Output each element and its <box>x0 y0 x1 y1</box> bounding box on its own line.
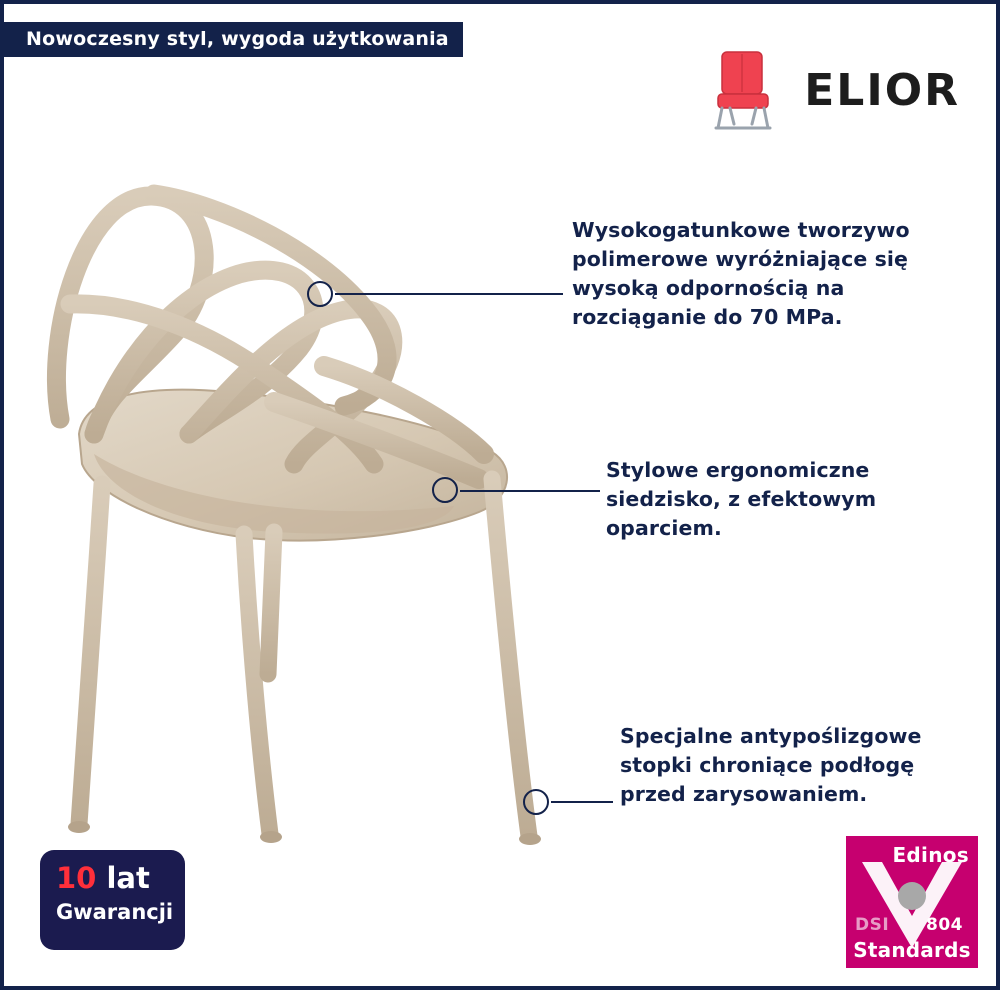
standards-brand: Edinos <box>892 843 969 867</box>
red-chair-icon <box>708 50 786 132</box>
brand-logo <box>708 50 960 132</box>
circle-marker-icon <box>307 281 333 307</box>
warranty-years <box>56 861 173 895</box>
warranty-years-unit: lat <box>106 861 150 895</box>
warranty-label: Gwarancji <box>56 900 174 924</box>
circle-marker-icon <box>523 789 549 815</box>
callout-feet-text: Specjalne antypoślizgowe stopki chroniące podłogę przed zarysowaniem. <box>620 724 922 807</box>
standards-title: Standards <box>853 938 971 962</box>
warranty-years-number: 10 <box>56 861 97 895</box>
warranty-badge <box>40 850 185 950</box>
leader-line <box>460 490 600 492</box>
page-title: Nowoczesny styl, wygoda użytkowania <box>4 22 463 57</box>
callout-seat-text: Stylowe ergonomiczne siedzisko, z efektowym oparciem. <box>606 458 877 541</box>
standards-code-number: 804 <box>926 915 963 935</box>
brand-name: ELIOR <box>804 65 960 116</box>
callout-material-text: Wysokogatunkowe tworzywo polimerowe wyróżniające się wysoką odpornością na rozciąganie do 70 MPa. <box>572 218 910 330</box>
standards-badge <box>846 836 978 968</box>
product-photo <box>24 134 564 854</box>
leader-line <box>335 293 563 295</box>
standards-code-prefix: DSI <box>855 915 890 935</box>
circle-marker-icon <box>432 477 458 503</box>
leader-line <box>551 801 613 803</box>
